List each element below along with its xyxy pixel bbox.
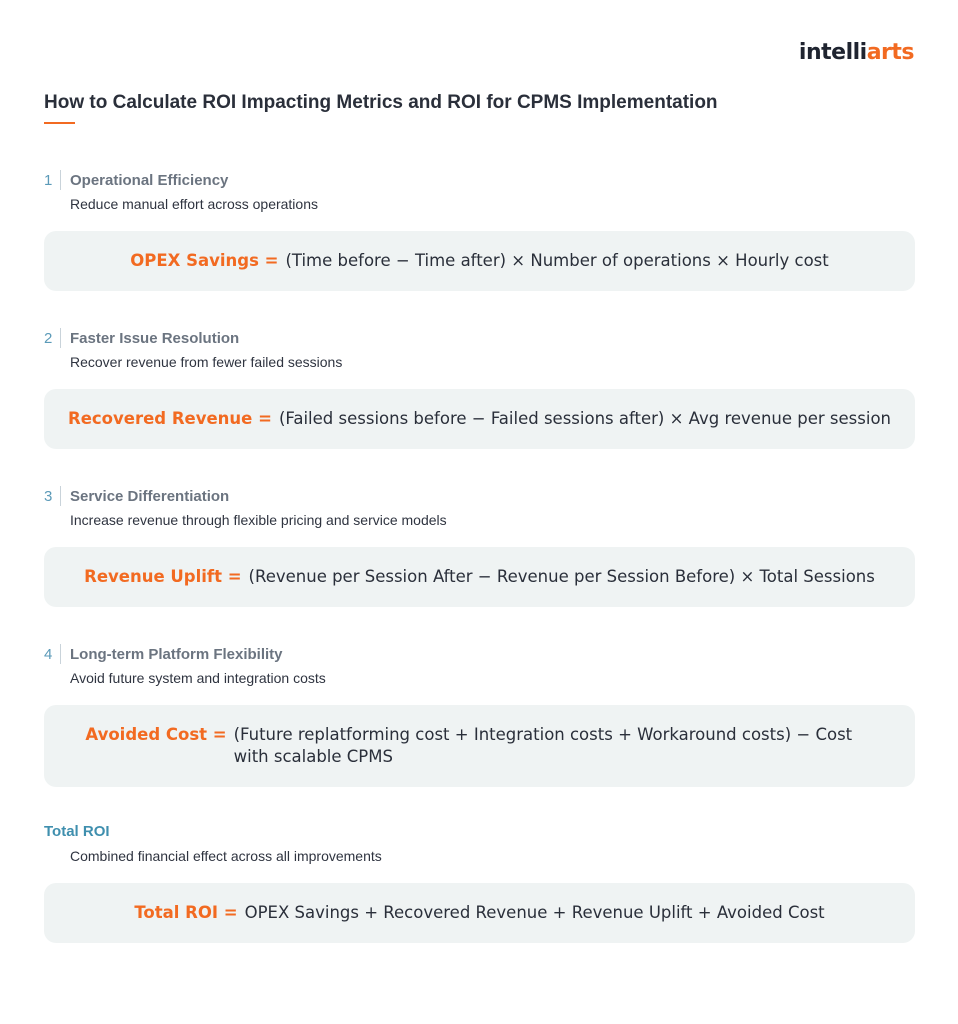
formula-text: (Future replatforming cost + Integration costs + Workaround costs) − Cost with scalable CPMS <box>233 725 853 766</box>
section-description: Increase revenue through flexible pricing and service models <box>70 512 447 528</box>
formula-text: (Time before − Time after) × Number of operations × Hourly cost <box>285 251 829 270</box>
section-header <box>44 327 915 349</box>
formula <box>68 408 891 430</box>
section-service-differentiation <box>44 485 915 607</box>
formula-label: Revenue Uplift = <box>84 567 242 586</box>
section-divider <box>60 486 61 506</box>
formula-box <box>44 883 915 943</box>
section-divider <box>60 328 61 348</box>
section-total-roi <box>44 821 915 943</box>
section-header <box>44 643 915 665</box>
formula-box <box>44 389 915 449</box>
formula-text: (Revenue per Session After − Revenue per Session Before) × Total Sessions <box>248 567 875 586</box>
formula <box>130 250 829 272</box>
section-title: Service Differentiation <box>70 487 230 505</box>
formula-label: OPEX Savings = <box>130 251 279 270</box>
section-operational-efficiency <box>44 169 915 291</box>
formula-text: (Failed sessions before − Failed sessions after) × Avg revenue per session <box>278 409 892 428</box>
section-number: 1 <box>44 171 53 189</box>
intelliarts-logo <box>799 40 914 65</box>
section-number: 2 <box>44 329 53 347</box>
section-description: Combined financial effect across all improvements <box>70 848 382 864</box>
section-faster-issue-resolution <box>44 327 915 449</box>
section-number: 3 <box>44 487 53 505</box>
section-description: Avoid future system and integration costs <box>70 670 326 686</box>
formula-label: Avoided Cost = <box>85 725 227 744</box>
section-header <box>44 485 915 507</box>
section-title: Faster Issue Resolution <box>70 329 240 347</box>
formula-label: Total ROI = <box>134 903 238 922</box>
formula-label: Recovered Revenue = <box>67 409 272 428</box>
page-title: How to Calculate ROI Impacting Metrics and ROI for CPMS Implementation <box>44 92 718 113</box>
section-divider <box>60 644 61 664</box>
formula-text: OPEX Savings + Recovered Revenue + Revenue Uplift + Avoided Cost <box>244 903 825 922</box>
logo-text-part1: intelli <box>798 40 867 65</box>
section-title: Long-term Platform Flexibility <box>70 645 283 663</box>
section-number: 4 <box>44 645 53 663</box>
section-description: Reduce manual effort across operations <box>70 196 318 212</box>
formula-box <box>44 705 915 787</box>
total-roi-title: Total ROI <box>44 823 110 840</box>
formula-box <box>44 231 915 291</box>
formula <box>84 566 875 588</box>
formula <box>85 724 873 768</box>
formula <box>134 902 824 924</box>
section-divider <box>60 170 61 190</box>
title-underline <box>44 122 75 124</box>
formula-box <box>44 547 915 607</box>
section-title: Operational Efficiency <box>70 171 229 189</box>
section-header <box>44 169 915 191</box>
logo-text-part2: arts <box>866 40 914 65</box>
section-description: Recover revenue from fewer failed sessions <box>70 354 343 370</box>
section-platform-flexibility <box>44 643 915 787</box>
